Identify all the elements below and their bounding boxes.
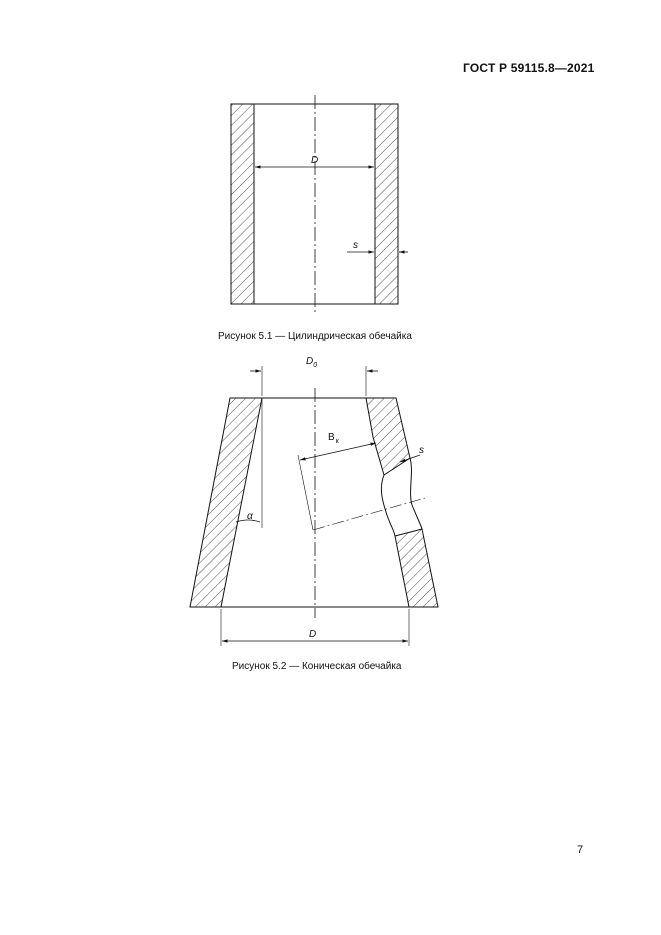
figure-conical-shell <box>190 356 438 646</box>
right-wall-upper-hatched <box>366 398 410 475</box>
label-thickness: s <box>419 445 424 456</box>
document-header: ГОСТ Р 59115.8—2021 <box>463 61 595 75</box>
figure-caption-5-1: Рисунок 5.1 — Цилиндрическая обечайка <box>218 331 412 342</box>
right-wall-lower-hatched <box>395 529 438 607</box>
left-wall-hatched <box>190 398 262 607</box>
cut-break-line-outer <box>410 458 422 529</box>
page-number: 7 <box>577 844 584 856</box>
label-diameter: D <box>311 155 319 166</box>
label-angle: α <box>247 511 253 522</box>
left-wall-hatched <box>231 104 254 304</box>
width-ext-lower <box>313 498 425 530</box>
figure-caption-5-2: Рисунок 5.2 — Коническая обечайка <box>232 661 402 672</box>
label-small-diameter: $D_0$ <box>306 356 318 369</box>
right-wall-hatched <box>375 104 398 304</box>
width-dimension-line <box>300 443 376 460</box>
label-width: $B_к$ <box>328 432 339 445</box>
label-large-diameter: D <box>309 629 317 640</box>
figure-cylindrical-shell <box>231 95 408 314</box>
cut-break-line <box>381 475 395 536</box>
width-ext-upper <box>298 455 313 530</box>
label-thickness: s <box>353 240 358 251</box>
